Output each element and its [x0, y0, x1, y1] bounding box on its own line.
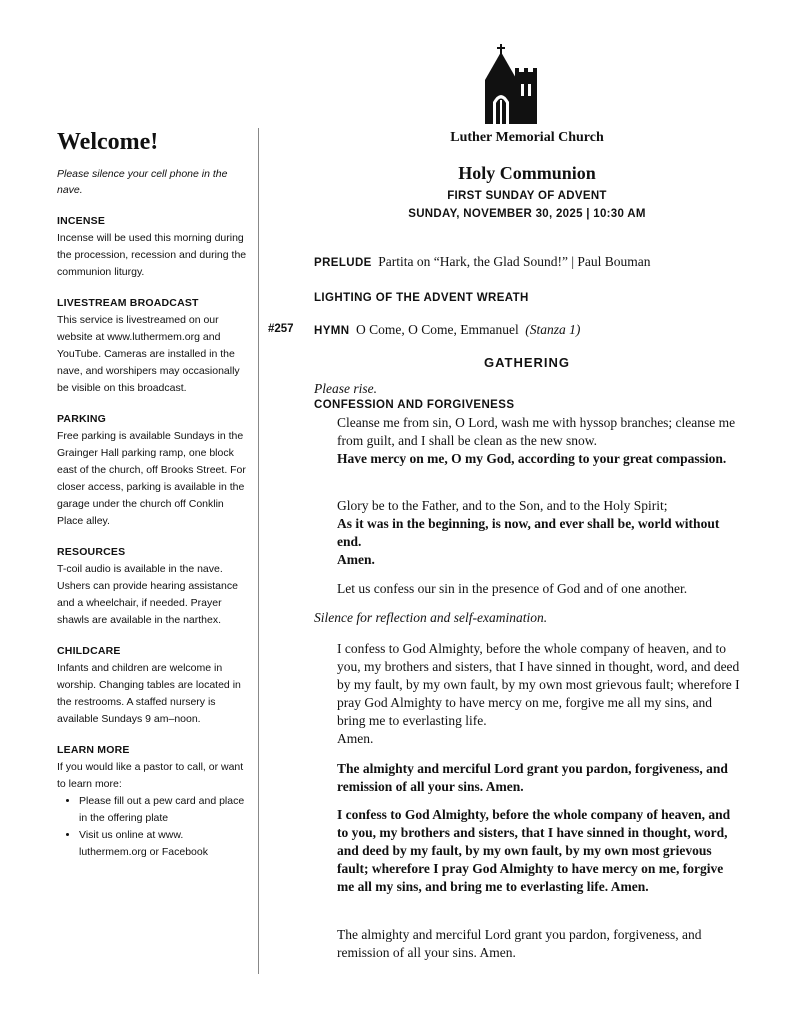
learn-more-list: [57, 793, 247, 861]
childcare-section: [57, 644, 247, 728]
section-heading: LIVESTREAM BROADCAST: [57, 297, 199, 309]
leader-text: I confess to God Almighty, before the whole company of heaven, and to you, my brothers and sisters, that I have sinned in thought, word, and deed by my fault, by my own fault, by my own most grievous fault; wherefore I pray God Almighty to have mercy on me, forgive me all my sins, and bring me to everlasting life.: [337, 641, 740, 728]
section-body: T-coil audio is available in the nave. Ushers can provide hearing assistance and a wheelchair, if needed. Prayer shawls are available in the narthex.: [57, 563, 238, 626]
list-item: • Please fill out a pew card and place in the offering plate: [79, 793, 247, 827]
confession-heading: CONFESSION AND FORGIVENESS: [314, 399, 515, 411]
amen-text: Amen.: [337, 552, 375, 567]
section-body: Free parking is available Sundays in the Grainger Hall parking ramp, one block east of the church, off Brooks Street. For closer access, parking is available in the garage under the church off Conklin Place alley.: [57, 430, 246, 527]
section-body: Infants and children are welcome in worship. Changing tables are located in the restrooms. A staffed nursery is available Sundays 9 am–noon.: [57, 662, 241, 725]
section-body: Incense will be used this morning during the procession, recession and during the communion liturgy.: [57, 232, 247, 278]
prelude-text: Partita on “Hark, the Glad Sound!” | Paul Bouman: [378, 254, 651, 269]
section-heading: LEARN MORE: [57, 744, 130, 756]
welcome-title: Welcome!: [57, 129, 159, 155]
church-logo-icon: [469, 44, 539, 124]
hymn-label: HYMN: [314, 325, 350, 337]
silence-phone-note: Please silence your cell phone in the nave.: [57, 168, 228, 196]
resources-section: [57, 545, 247, 629]
livestream-section: [57, 296, 247, 397]
confession-people: I confess to God Almighty, before the whole company of heaven, and to you, my brothers and sisters, that I have sinned in thought, word, and deed by my fault, by my own fault, by my own most grievous fault; wherefore I pray God Almighty to have mercy on me, forgive me all my sins, and bring me to everlasting life. Amen.: [337, 807, 731, 894]
please-rise: Please rise.: [314, 381, 377, 396]
service-subtitle: FIRST SUNDAY OF ADVENT: [447, 190, 607, 202]
absolution-people: The almighty and merciful Lord grant you pardon, forgiveness, and remission of all your sins. Amen.: [337, 761, 728, 794]
leader-text: Cleanse me from sin, O Lord, wash me with hyssop branches; cleanse me from guilt, and I shall be clean as the new snow.: [337, 415, 736, 448]
prelude-label: PRELUDE: [314, 257, 372, 269]
section-heading: CHILDCARE: [57, 645, 121, 657]
hymn-number: #257: [268, 323, 294, 335]
absolution-leader: The almighty and merciful Lord grant you pardon, forgiveness, and remission of all your sins. Amen.: [337, 927, 702, 960]
people-text: As it was in the beginning, is now, and ever shall be, world without end.: [337, 516, 720, 549]
section-heading: PARKING: [57, 413, 107, 425]
silence-rubric: Silence for reflection and self-examination.: [314, 610, 548, 625]
versicle-2: [337, 497, 743, 569]
section-heading: INCENSE: [57, 215, 106, 227]
confession-invitation: Let us confess our sin in the presence of God and of one another.: [337, 581, 688, 596]
church-name: Luther Memorial Church: [450, 130, 604, 145]
wreath-row: [314, 289, 744, 305]
hymn-title: O Come, O Come, Emmanuel: [355, 322, 519, 337]
gathering-heading: GATHERING: [483, 355, 571, 370]
list-item: • Visit us online at www. luthermem.org or Facebook: [79, 827, 247, 861]
service-date: SUNDAY, NOVEMBER 30, 2025 | 10:30 AM: [408, 208, 646, 220]
column-divider: [258, 128, 259, 974]
incense-section: [57, 214, 247, 281]
people-text: Have mercy on me, O my God, according to your great compassion.: [337, 451, 727, 466]
section-body: If you would like a pastor to call, or want to learn more:: [57, 761, 244, 790]
section-body: This service is livestreamed on our website at www.luthermem.org and YouTube. Cameras are installed in the nave, and worshipers may occasionally be visible on this broadcast.: [57, 314, 240, 394]
prelude-row: [314, 254, 744, 270]
learn-more-section: [57, 743, 247, 861]
section-heading: RESOURCES: [57, 546, 126, 558]
hymn-note: (Stanza 1): [525, 322, 581, 337]
parking-section: [57, 412, 247, 530]
leader-text: Glory be to the Father, and to the Son, and to the Holy Spirit;: [337, 498, 668, 513]
versicle-1: [337, 414, 743, 468]
welcome-sidebar: [57, 128, 247, 876]
wreath-label: LIGHTING OF THE ADVENT WREATH: [314, 292, 529, 304]
confession-leader: [337, 640, 743, 748]
service-title: Holy Communion: [458, 163, 596, 183]
amen-text: Amen.: [337, 731, 374, 746]
hymn-row: [314, 322, 744, 338]
